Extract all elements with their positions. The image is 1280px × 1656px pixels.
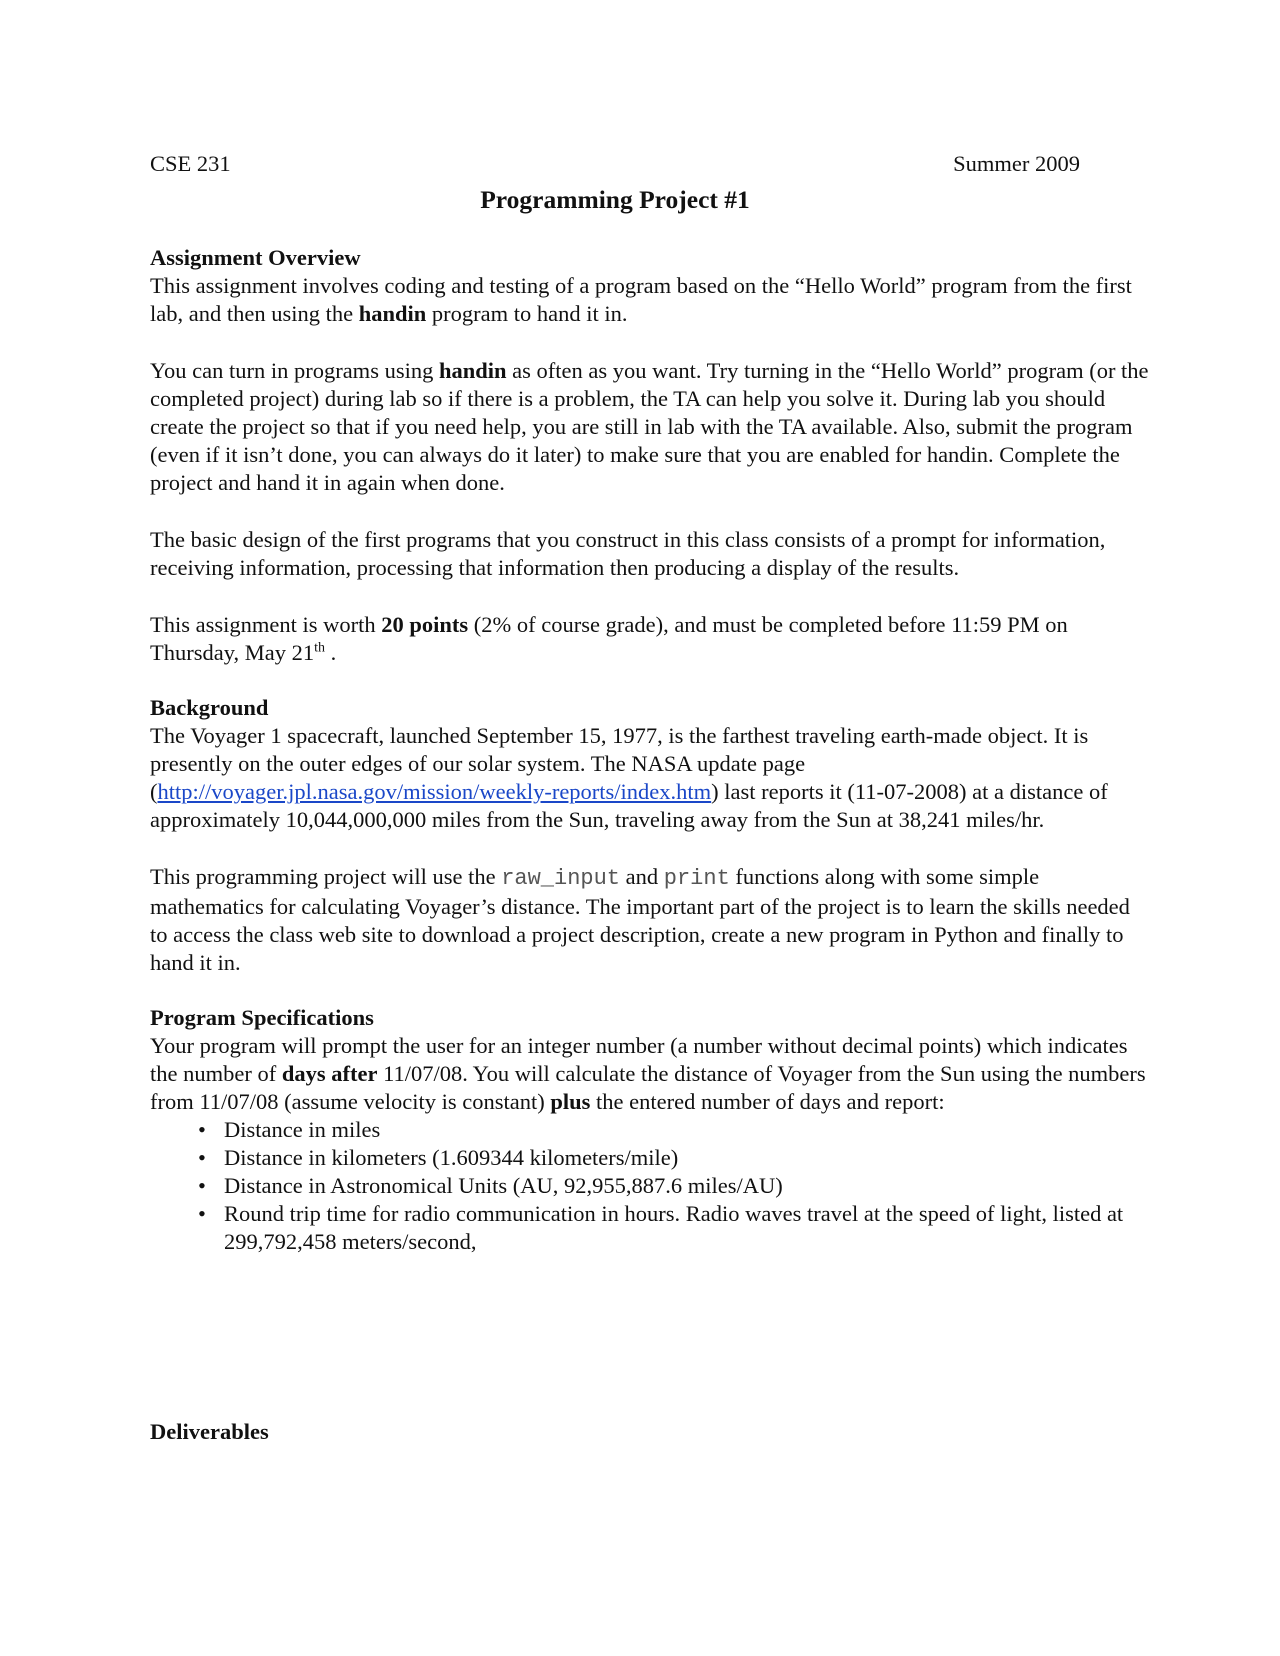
text-run: This assignment involves coding and testing of a program based on the “Hello World” program from the first lab, and then using the: [150, 273, 1132, 326]
section-assignment-overview: [150, 244, 1150, 667]
document-header: [150, 150, 1150, 180]
report-bullet-list: [150, 1116, 1150, 1256]
text-run: This assignment is worth: [150, 612, 382, 637]
background-paragraph-2: [150, 863, 1150, 977]
text-run: You can turn in programs using: [150, 358, 439, 383]
nasa-update-link[interactable]: http://voyager.jpl.nasa.gov/mission/weekly-reports/index.htm: [157, 779, 712, 804]
list-item: • Distance in Astronomical Units (AU, 92,955,887.6 miles/AU): [198, 1172, 1150, 1200]
bold-points: 20 points: [381, 612, 469, 637]
text-run: ) last reports it (11-07-2008) at a distance of approximately 10,044,000,000 miles from the Sun, traveling away from the Sun at 38,241 miles/hr.: [150, 779, 1108, 832]
list-item: • Distance in miles: [198, 1116, 1150, 1144]
specs-paragraph-1: [150, 1032, 1150, 1116]
code-raw-input: raw_input: [501, 866, 621, 891]
text-run: and: [620, 864, 664, 889]
text-run: 11/07/08. You will calculate the distance of Voyager from the Sun using the numbers from 11/07/08 (assume velocity is constant): [150, 1061, 1146, 1114]
section-heading-deliverables: Deliverables: [150, 1419, 269, 1444]
overview-paragraph-4: [150, 611, 1150, 667]
background-paragraph-1: [150, 722, 1150, 834]
section-heading-overview: Assignment Overview: [150, 245, 361, 270]
bold-term-handin: handin: [358, 301, 427, 326]
bold-plus: plus: [550, 1089, 591, 1114]
list-item: • Distance in kilometers (1.609344 kilometers/mile): [198, 1144, 1150, 1172]
course-code: CSE 231: [150, 151, 231, 176]
ordinal-suffix: th: [314, 640, 326, 656]
section-heading-background: Background: [150, 695, 269, 720]
term-label: Summer 2009: [953, 151, 1080, 176]
document-page: [150, 150, 1150, 1444]
overview-paragraph-2: [150, 357, 1150, 497]
text-run: functions along with some simple mathematics for calculating Voyager’s distance. The important part of the project is to learn the skills needed to access the class web site to download a project description, create a new program in Python and finally to hand it in.: [150, 864, 1130, 975]
text-run: program to hand it in.: [426, 301, 628, 326]
page-title: Programming Project #1: [480, 185, 750, 214]
text-run: (2% of course grade), and must be completed before 11:59 PM on Thursday, May 21: [150, 612, 1068, 665]
section-heading-specifications: Program Specifications: [150, 1005, 374, 1030]
section-background: [150, 694, 1150, 977]
code-print: print: [663, 866, 730, 891]
text-run: The Voyager 1 spacecraft, launched September 15, 1977, is the farthest traveling earth-made object. It is presently on the outer edges of our solar system. The NASA update page (: [150, 723, 1089, 804]
bold-term-handin: handin: [438, 358, 507, 383]
section-program-specifications: [150, 1004, 1150, 1256]
bold-days-after: days after: [281, 1061, 378, 1086]
overview-paragraph-3: The basic design of the first programs that you construct in this class consists of a prompt for information, receiving information, processing that information then producing a display of the results.: [150, 527, 1106, 580]
text-run: as often as you want. Try turning in the “Hello World” program (or the completed project) during lab so if there is a problem, the TA can help you solve it. During lab you should create the project so that if you need help, you are still in lab with the TA available. Also, submit the program (even if it isn’t done, you can always do it later) to make sure that you are enabled for handin. Complete the project and hand it in again when done.: [150, 358, 1149, 495]
overview-paragraph-1: [150, 272, 1150, 328]
text-run: Your program will prompt the user for an integer number (a number without decimal points) which indicates the number of: [150, 1033, 1128, 1086]
list-item: • Round trip time for radio communication in hours. Radio waves travel at the speed of light, listed at 299,792,458 meters/second,: [198, 1200, 1150, 1256]
text-run: the entered number of days and report:: [590, 1089, 945, 1114]
text-run: .: [325, 640, 337, 665]
text-run: This programming project will use the: [150, 864, 502, 889]
